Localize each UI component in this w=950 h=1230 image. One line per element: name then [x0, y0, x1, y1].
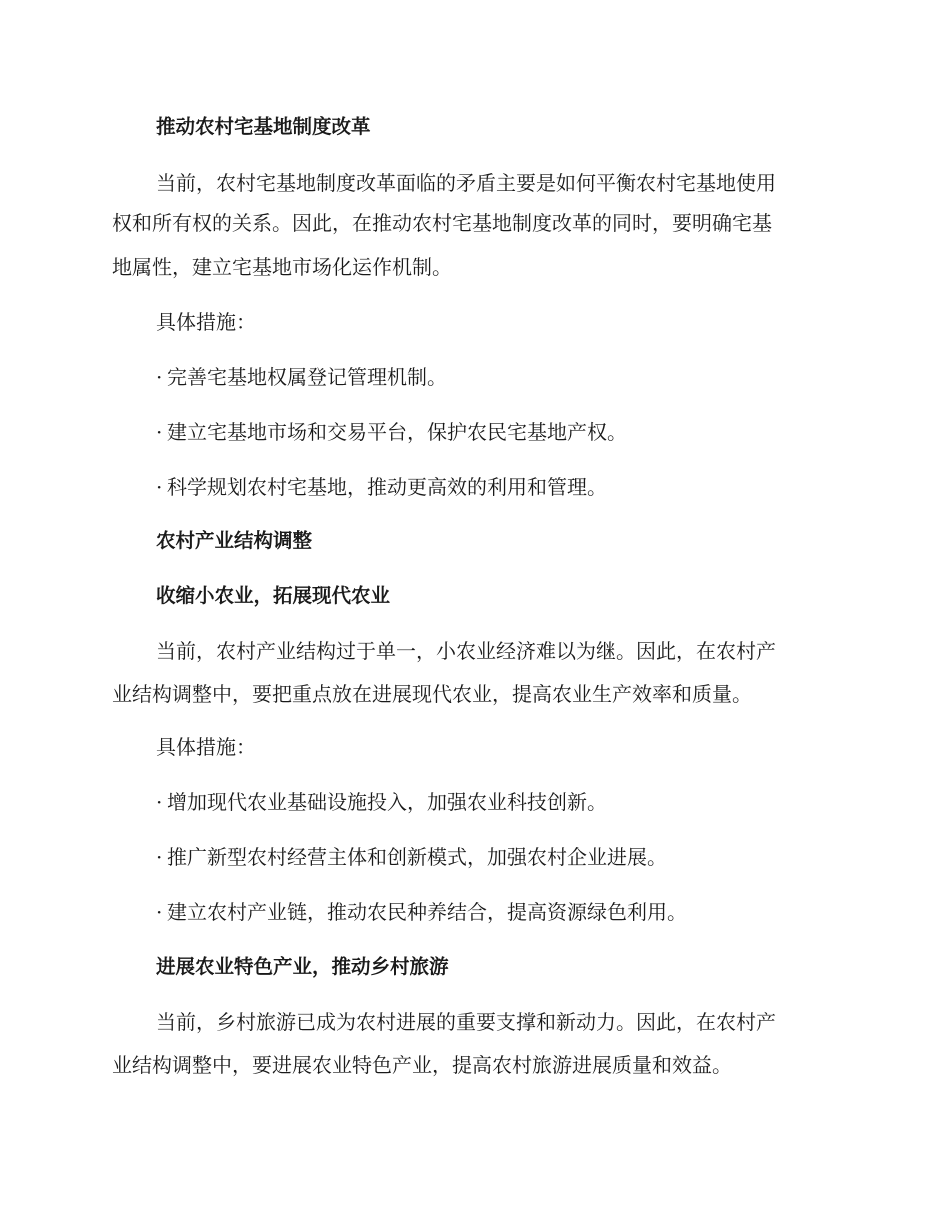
bullet-text: 增加现代农业基础设施投入，加强农业科技创新。 [167, 790, 607, 814]
bullet-item [0, 422, 950, 442]
paragraph-line: 权和所有权的关系。因此，在推动农村宅基地制度改革的同时，要明确宅基 [112, 211, 772, 235]
bullet-item [0, 847, 950, 867]
measures-label: 具体措施： [156, 310, 256, 334]
bullet-dot-icon: · [156, 365, 163, 389]
bullet-dot-icon: · [156, 790, 163, 814]
paragraph-line: 当前，乡村旅游已成为农村进展的重要支撑和新动力。因此，在农村产 [156, 1010, 776, 1034]
section-heading: 推动农村宅基地制度改革 [156, 115, 371, 138]
paragraph-line: 地属性，建立宅基地市场化运作机制。 [112, 255, 452, 279]
paragraph-line: 当前，农村产业结构过于单一，小农业经济难以为继。因此，在农村产 [156, 639, 776, 663]
bullet-item [0, 902, 950, 922]
bullet-text: 建立宅基地市场和交易平台，保护农民宅基地产权。 [167, 420, 627, 444]
bullet-dot-icon: · [156, 845, 163, 869]
paragraph-line: 当前，农村宅基地制度改革面临的矛盾主要是如何平衡农村宅基地使用 [156, 171, 776, 195]
bullet-dot-icon: · [156, 475, 163, 499]
bullet-dot-icon: · [156, 900, 163, 924]
paragraph-line: 业结构调整中，要进展农业特色产业，提高农村旅游进展质量和效益。 [112, 1053, 732, 1077]
bullet-item [0, 477, 950, 497]
bullet-item [0, 367, 950, 387]
paragraph-line: 业结构调整中，要把重点放在进展现代农业，提高农业生产效率和质量。 [112, 682, 752, 706]
section-heading: 农村产业结构调整 [156, 529, 313, 552]
bullet-item [0, 792, 950, 812]
bullet-text: 科学规划农村宅基地，推动更高效的利用和管理。 [167, 475, 607, 499]
bullet-text: 建立农村产业链，推动农民种养结合，提高资源绿色利用。 [167, 900, 687, 924]
subsection-heading: 收缩小农业，拓展现代农业 [156, 584, 391, 607]
bullet-dot-icon: · [156, 420, 163, 444]
bullet-text: 完善宅基地权属登记管理机制。 [167, 365, 447, 389]
subsection-heading: 进展农业特色产业，推动乡村旅游 [156, 955, 449, 978]
measures-label: 具体措施： [156, 735, 256, 759]
bullet-text: 推广新型农村经营主体和创新模式，加强农村企业进展。 [167, 845, 667, 869]
